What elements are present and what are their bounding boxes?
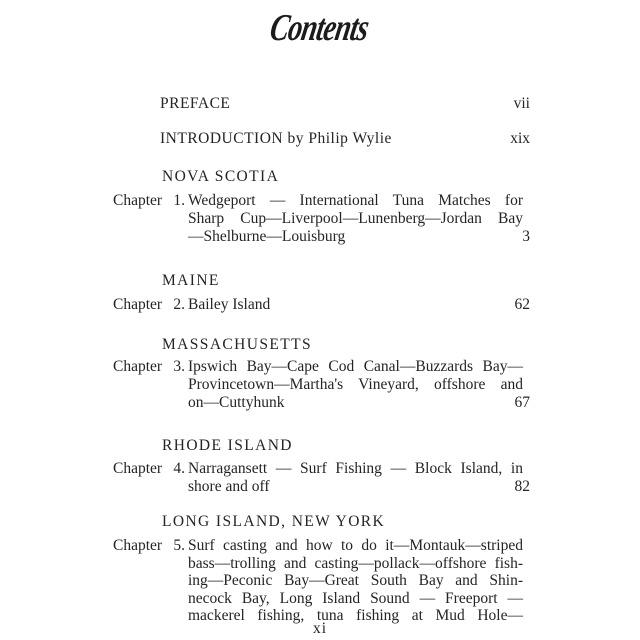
page-number: 62 bbox=[514, 296, 530, 313]
description-line: shore and off bbox=[188, 478, 270, 495]
chapter-label: Chapter bbox=[113, 358, 163, 375]
description-line: Bailey Island bbox=[188, 296, 271, 313]
description-line: mackerel fishing, tuna fishing at Mud Hole— bbox=[188, 607, 523, 624]
chapter-label: Chapter bbox=[113, 192, 163, 209]
folio-page-number: xi bbox=[312, 620, 328, 637]
chapter-number: 1. bbox=[173, 192, 185, 209]
section-heading: NOVA SCOTIA bbox=[162, 168, 280, 185]
chapter-description bbox=[188, 358, 523, 412]
page-number: xix bbox=[510, 130, 530, 147]
description-line: Narragansett — Surf Fishing — Block Island, in bbox=[188, 460, 523, 477]
page-number: 3 bbox=[522, 228, 530, 245]
page-number: vii bbox=[513, 95, 530, 112]
description-line: Wedgeport — International Tuna Matches for bbox=[188, 192, 523, 209]
description-line: Ipswich Bay—Cape Cod Canal—Buzzards Bay— bbox=[188, 358, 523, 375]
page-number: 82 bbox=[514, 478, 530, 495]
chapter-number: 4. bbox=[173, 460, 185, 477]
section-heading: MAINE bbox=[162, 272, 220, 289]
description-line: Sharp Cup—Liverpool—Lunenberg—Jordan Bay bbox=[188, 210, 523, 227]
chapter-number: 3. bbox=[173, 358, 185, 375]
chapter-number: 2. bbox=[173, 296, 185, 313]
chapter-label: Chapter bbox=[113, 296, 163, 313]
chapter-description bbox=[188, 296, 523, 314]
chapter-number: 5. bbox=[173, 537, 185, 554]
chapter-label: Chapter bbox=[113, 460, 163, 477]
section-heading: MASSACHUSETTS bbox=[162, 336, 312, 353]
description-line: necock Bay, Long Island Sound — Freeport — bbox=[188, 589, 523, 607]
description-line: Surf casting and how to do it—Montauk—striped bbox=[188, 537, 523, 554]
description-line: —Shelburne—Louisburg bbox=[188, 228, 346, 245]
chapter-label: Chapter bbox=[113, 537, 163, 554]
chapter-row bbox=[113, 358, 530, 412]
section-heading: LONG ISLAND, NEW YORK bbox=[162, 513, 386, 530]
chapter-row bbox=[113, 460, 530, 496]
chapter-row bbox=[113, 192, 530, 246]
page-title: Contents bbox=[266, 7, 372, 49]
description-line: Provincetown—Martha's Vineyard, offshore and bbox=[188, 376, 523, 393]
description-line: on—Cuttyhunk bbox=[188, 394, 285, 411]
chapter-description bbox=[188, 460, 523, 496]
description-line: ing—Peconic Bay—Great South Bay and Shin- bbox=[188, 572, 523, 589]
chapter-row bbox=[113, 296, 530, 314]
page-number: 67 bbox=[514, 394, 530, 411]
contents-list bbox=[113, 95, 530, 625]
front-matter-row bbox=[113, 95, 530, 113]
description-line: bass—trolling and casting—pollack—offshore fish- bbox=[188, 554, 523, 572]
front-matter-row bbox=[113, 130, 530, 148]
entry-label: PREFACE bbox=[160, 95, 231, 112]
chapter-description bbox=[188, 192, 523, 246]
chapter-description bbox=[188, 537, 523, 625]
section-heading: RHODE ISLAND bbox=[162, 437, 293, 454]
entry-label: INTRODUCTION by Philip Wylie bbox=[160, 130, 392, 147]
chapter-row bbox=[113, 537, 530, 625]
